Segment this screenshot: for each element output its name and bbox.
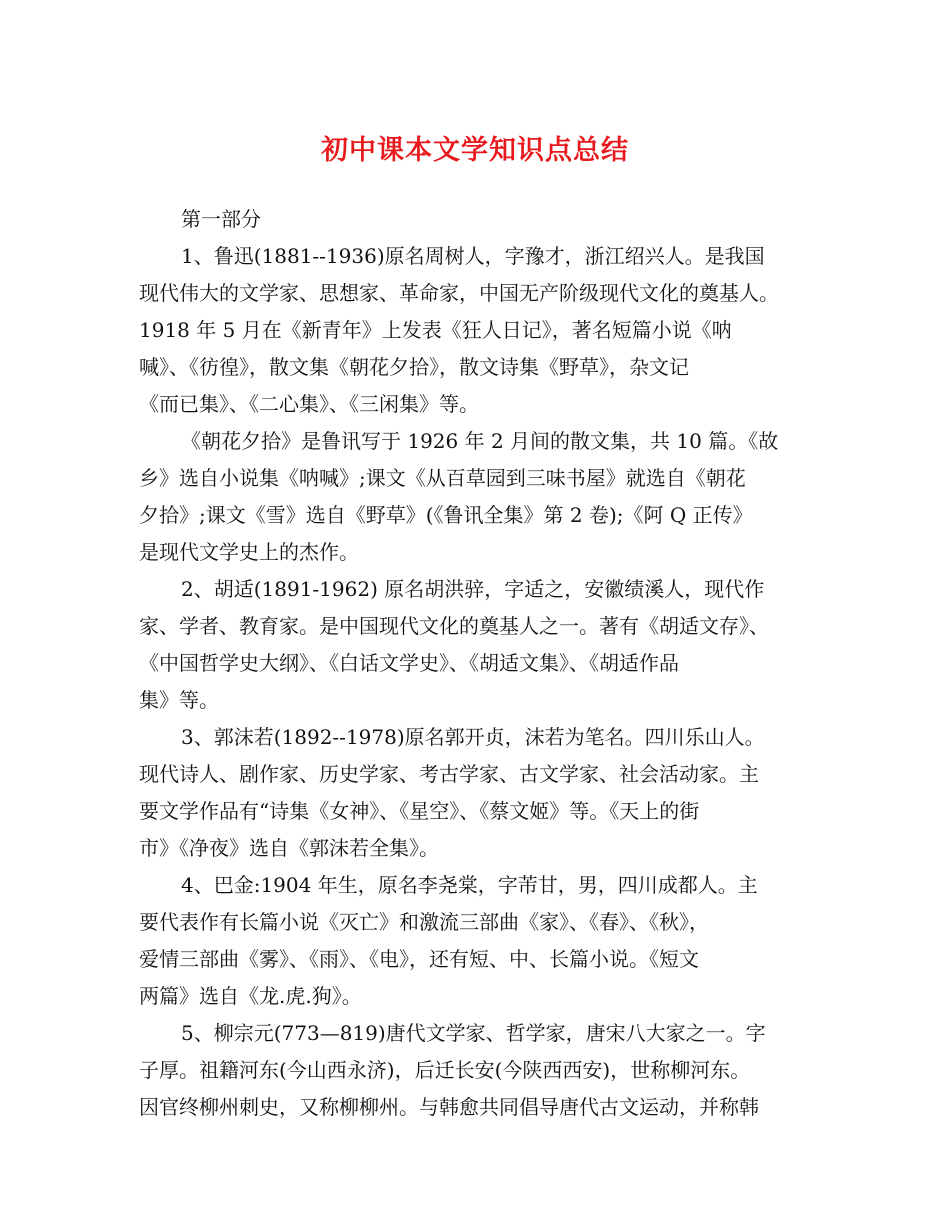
paragraph-luxun (139, 238, 811, 423)
paragraph-line: 4、巴金:1904 年生，原名李尧棠，字芾甘，男，四川成都人。主 (181, 873, 758, 897)
paragraph-line: 是现代文学史上的杰作。 (139, 540, 359, 564)
paragraph-line: 集》等。 (139, 688, 219, 712)
page-title: 初中课本文学知识点总结 (321, 135, 629, 166)
paragraph-line: 5、柳宗元(773—819)唐代文学家、哲学家，唐宋八大家之一。字 (181, 1021, 766, 1045)
paragraph-line: 1918 年 5 月在《新青年》上发表《狂人日记》，著名短篇小说《呐 (139, 318, 732, 342)
paragraph-liuzongyuan (139, 1015, 811, 1126)
paragraph-line: 两篇》选自《龙.虎.狗》。 (139, 984, 362, 1008)
paragraph-line: 市》《净夜》选自《郭沫若全集》。 (139, 836, 439, 860)
paragraph-hushi (139, 571, 811, 719)
section-heading: 第一部分 (181, 207, 261, 231)
paragraph-zhaohua (139, 423, 811, 571)
paragraph-guomoruo (139, 719, 811, 867)
paragraph-line: 《而已集》、《二心集》、《三闲集》等。 (139, 392, 479, 416)
document-body (139, 201, 811, 1126)
paragraph-line: 夕拾》;课文《雪》选自《野草》(《鲁讯全集》第 2 卷);《阿 Q 正传》 (139, 503, 753, 527)
paragraph-line: 2、胡适(1891-1962) 原名胡洪骍，字适之，安徽绩溪人，现代作 (181, 577, 765, 601)
paragraph-line: 1、鲁迅(1881--1936)原名周树人，字豫才，浙江绍兴人。是我国 (181, 244, 765, 268)
paragraph-line: 家、学者、教育家。是中国现代文化的奠基人之一。著有《胡适文存》、 (139, 614, 769, 638)
paragraph-line: 子厚。祖籍河东(今山西永济)，后迁长安(今陕西西安)，世称柳河东。 (139, 1058, 751, 1082)
paragraph-bajin (139, 867, 811, 1015)
paragraph-line: 要文学作品有“诗集《女神》、《星空》、《蔡文姬》等。《天上的街 (139, 799, 700, 823)
paragraph-line: 要代表作有长篇小说《灭亡》和激流三部曲《家》、《春》、《秋》， (139, 910, 709, 934)
paragraph-line: 爱情三部曲《雾》、《雨》、《电》，还有短、中、长篇小说。《短文 (139, 947, 699, 971)
paragraph-line: 因官终柳州刺史，又称柳柳州。与韩愈共同倡导唐代古文运动，并称韩 (139, 1095, 759, 1119)
paragraph-line: 《中国哲学史大纲》、《白话文学史》、《胡适文集》、《胡适作品 (139, 651, 679, 675)
paragraph-line: 3、郭沫若(1892--1978)原名郭开贞，沫若为笔名。四川乐山人。 (181, 725, 765, 749)
paragraph-line: 现代伟大的文学家、思想家、革命家，中国无产阶级现代文化的奠基人。 (139, 281, 779, 305)
paragraph-line: 乡》选自小说集《呐喊》;课文《从百草园到三味书屋》就选自《朝花 (139, 466, 746, 490)
paragraph-line: 现代诗人、剧作家、历史学家、考古学家、古文学家、社会活动家。主 (139, 762, 759, 786)
paragraph-line: 《朝花夕拾》是鲁讯写于 1926 年 2 月间的散文集，共 10 篇。《故 (181, 429, 779, 453)
paragraph-line: 喊》、《彷徨》，散文集《朝花夕拾》，散文诗集《野草》，杂文记 (139, 355, 689, 379)
